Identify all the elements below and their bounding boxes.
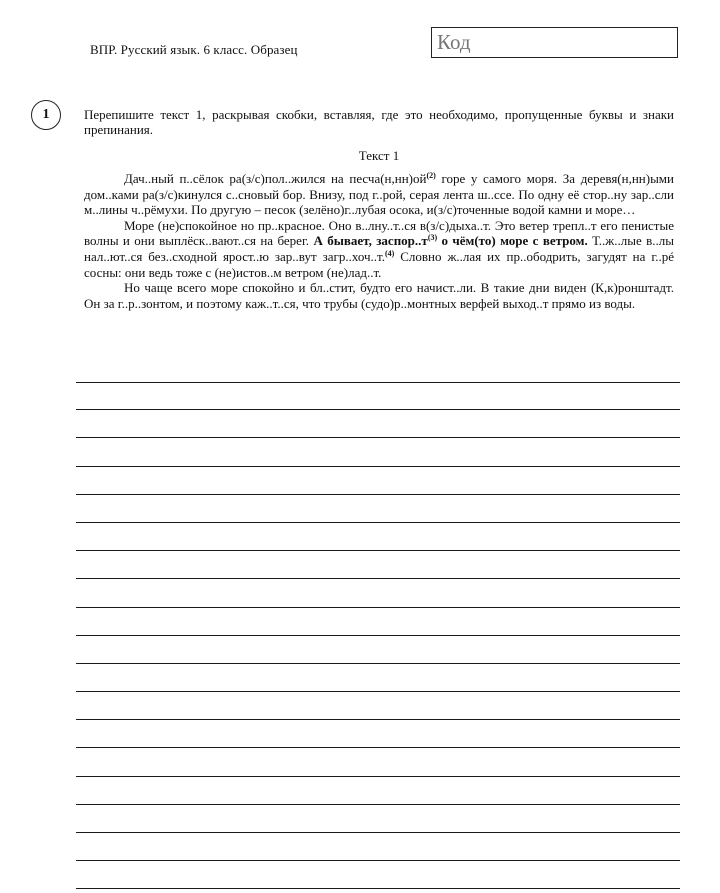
- paragraph-1-part-b: горе у самого моря. За деревя(н,нн)ыми дом..ками ра(з/с)кинулся с..сновый бор. Внизу, под г..рой, серая лента ш..ссе. По одну её стор..ну зар..сли м..лины ч..рёмухи. По другую – песок (зелёно)г..лубая осока, и(з/с)точенные водой камни и море…: [84, 171, 674, 218]
- task-number-badge: 1: [31, 100, 61, 130]
- paragraph-1: [84, 171, 674, 218]
- answer-line[interactable]: [76, 579, 680, 607]
- text-body: [84, 171, 674, 311]
- answer-line[interactable]: [76, 382, 680, 410]
- answer-line[interactable]: [76, 664, 680, 692]
- answer-line[interactable]: [76, 608, 680, 636]
- header-title: ВПР. Русский язык. 6 класс. Образец: [90, 42, 298, 57]
- footnote-marker-3: (3): [427, 233, 438, 243]
- paragraph-2-bold-1: А бывает, заспор..т: [313, 233, 428, 249]
- answer-line[interactable]: [76, 636, 680, 664]
- paragraph-2-part-d: Словно ж..лая их пр..ободрить, загудят на г..рé сосны: они ведь тоже с (не)истов..м ветром (не)лад..т.: [84, 248, 674, 280]
- paragraph-1-part-a: Дач..ный п..сёлок ра(з/с)пол..жился на песча(н,нн)ой: [124, 171, 427, 186]
- answer-line[interactable]: [76, 438, 680, 466]
- answer-line[interactable]: [76, 467, 680, 495]
- paragraph-2-part-a: Море (не)спокойное но пр..красное. Оно в..лну..т..ся в(з/с)дыха..т. Это ветер трепл..т его пенистые волны и они выплёск..вают..ся на берег.: [84, 217, 674, 249]
- answer-line[interactable]: [76, 410, 680, 438]
- paragraph-2: [84, 218, 674, 280]
- answer-line[interactable]: [76, 495, 680, 523]
- answer-line[interactable]: [76, 777, 680, 805]
- answer-line[interactable]: [76, 720, 680, 748]
- answer-line[interactable]: [76, 861, 680, 889]
- answer-line[interactable]: [76, 748, 680, 776]
- code-field[interactable]: Код: [431, 27, 678, 58]
- paragraph-2-bold-2: о чём(то) море с ветром.: [437, 233, 588, 249]
- answer-line[interactable]: [76, 692, 680, 720]
- answer-lines[interactable]: [76, 382, 680, 889]
- paragraph-3-part-a: Но чаще всего море спокойно и бл..стит, будто его начист..ли. В такие дни виден (К,к)ронштадт. Он за г..р..зонтом, и поэтому каж..т..ся, что трубы (судо)р..монтных верфей выход..т прямо из воды.: [84, 280, 674, 311]
- answer-line[interactable]: [76, 523, 680, 551]
- footnote-marker-4: (4): [385, 248, 395, 258]
- answer-line[interactable]: [76, 805, 680, 833]
- answer-line[interactable]: [76, 551, 680, 579]
- answer-line[interactable]: [76, 833, 680, 861]
- paragraph-3: [84, 280, 674, 311]
- text-title: Текст 1: [358, 148, 400, 163]
- task-instruction: Перепишите текст 1, раскрывая скобки, вставляя, где это необходимо, пропущенные буквы и знаки препинания.: [84, 107, 674, 137]
- paragraph-2-part-c: Т..ж..лые в..лы нал..ют..ся без..сходной ярост..ю зар..вут загр..хоч..т.: [84, 233, 674, 264]
- footnote-marker-2: (2): [426, 171, 436, 180]
